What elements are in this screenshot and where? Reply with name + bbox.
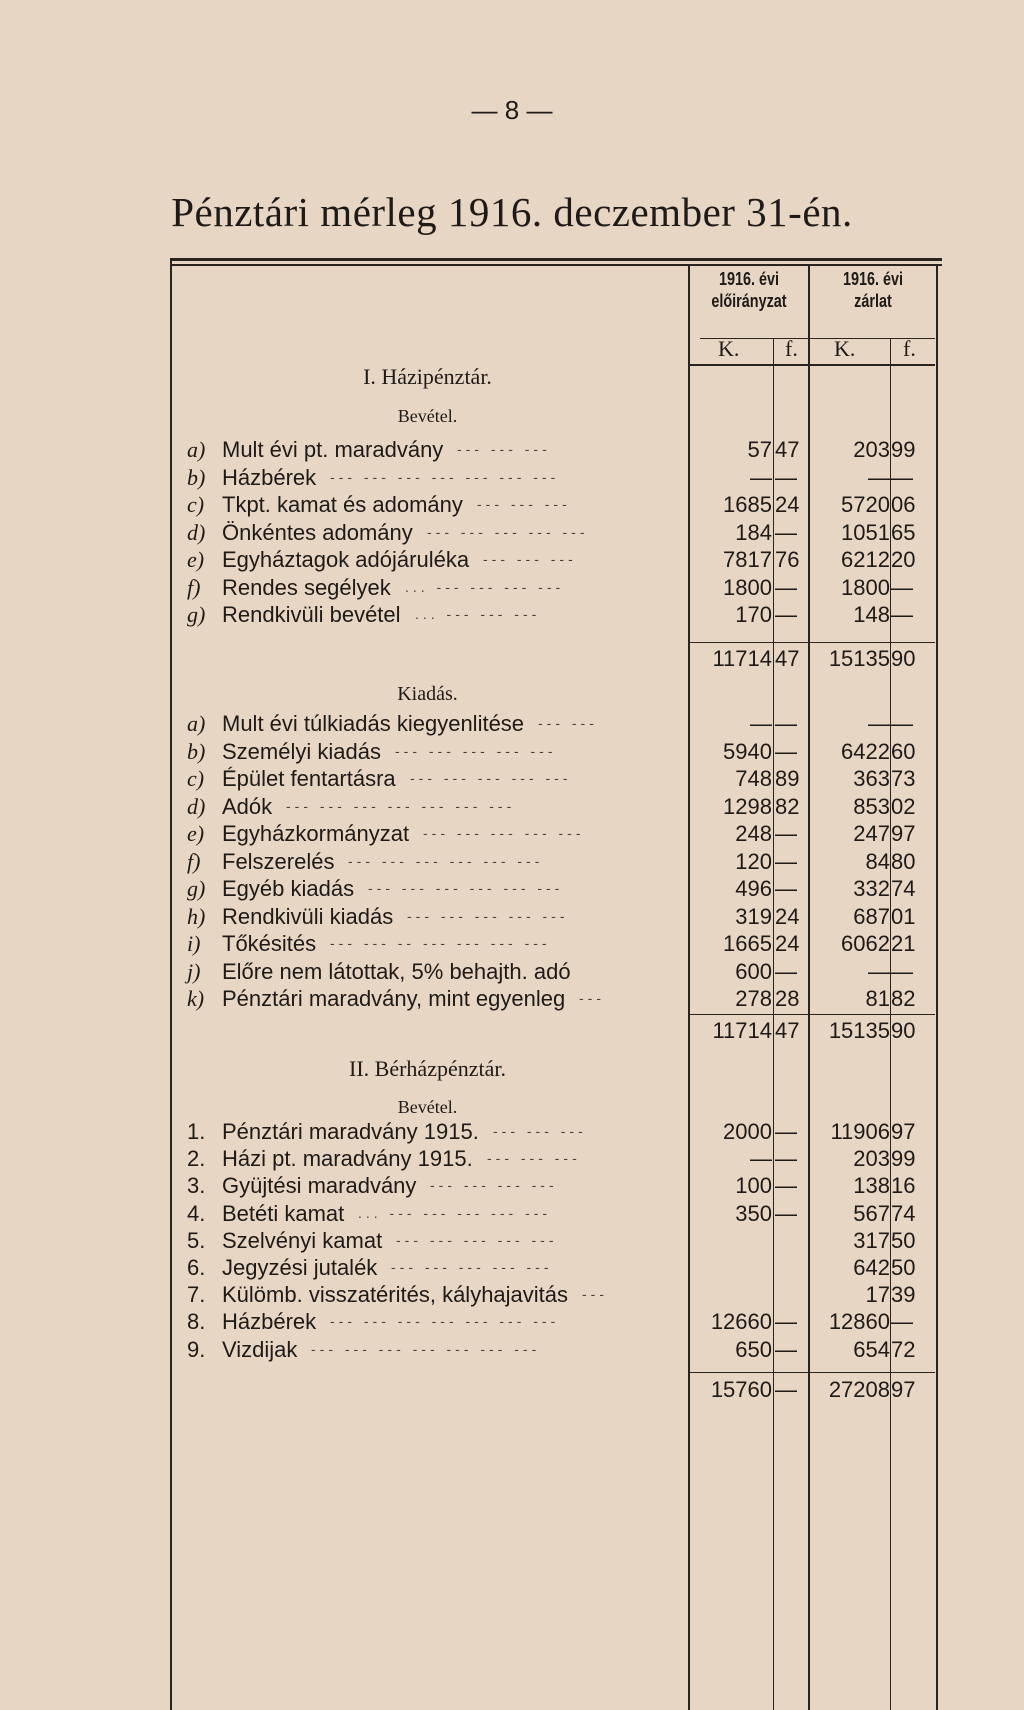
col1-k-unit: K. [718,336,740,361]
row-index: 6. [187,1255,206,1280]
row-index: a) [187,437,206,462]
row-index: 4. [187,1200,206,1226]
row-label: Jegyzési jutalék [222,1255,378,1280]
amount-f2: 02 [891,793,916,819]
s1-income-total [0,645,1024,672]
leader-dots: ... --- --- --- --- [405,578,565,595]
total-f1: 47 [775,646,800,671]
col1-f-unit: f. [785,336,798,361]
amount-f2: 39 [891,1282,916,1308]
amount-f1: — [775,1146,797,1172]
amount-f2: 06 [891,492,916,517]
amount-f1: 24 [775,492,800,517]
col2-header-line2: zárlat [854,291,892,311]
amount-f2: 50 [891,1255,916,1280]
leader-dots: --- --- -- --- --- --- --- [330,935,551,951]
row-index: g) [187,602,206,627]
leader-dots: --- --- --- --- --- [395,742,557,759]
row-label: Egyháztagok adójáruléka [222,547,470,572]
leader-dots: --- --- --- --- --- [423,825,585,841]
section1-title: I. Házipénztár. [363,364,492,389]
amount-f2: 97 [891,1119,916,1144]
row-label: Személyi kiadás [222,738,381,764]
leader-dots: ... --- --- --- --- --- [358,1204,552,1221]
row-label: Házi pt. maradvány 1915. [222,1146,473,1172]
leader-dots: --- --- --- --- --- --- [348,852,544,869]
row-label: Rendes segélyek [222,574,391,600]
total-f2: 90 [891,1018,916,1043]
page-title: Pénztári mérleg 1916. deczember 31-én. [171,189,853,235]
table-row [0,1308,1024,1335]
row-index: j) [187,958,201,984]
amount-k2: 853 [853,793,890,819]
amount-f1: 24 [775,931,800,956]
row-index: f) [187,848,201,874]
row-index: 1. [187,1119,206,1144]
row-label: Vizdijak [222,1336,298,1362]
amount-k1: 100 [735,1173,772,1199]
total-k2: 15135 [828,1018,890,1043]
col2-header [823,268,924,312]
col1-header-line2: előirányzat [711,291,787,311]
row-label: Betéti kamat [222,1200,345,1226]
table-row [0,491,1024,518]
table-row [0,464,1024,491]
total-f2: 97 [891,1377,916,1402]
amount-f1: 24 [775,903,800,929]
leader-dots: --- --- --- [493,1123,587,1139]
row-label: Pénztári maradvány, mint egyenleg [222,986,566,1011]
table-row [0,1254,1024,1281]
leader-dots: --- --- --- --- --- --- --- [330,468,560,485]
amount-k1: 1800 [723,574,772,600]
amount-f2: 99 [891,1146,916,1172]
table-row [0,1200,1024,1227]
amount-k1: — [750,464,772,490]
amount-f1: — [775,848,797,874]
leader-dots: --- --- --- --- --- [407,907,569,924]
row-index: c) [187,492,205,517]
leader-dots: --- --- --- [457,441,551,457]
amount-k1: — [750,711,772,736]
col2-f-unit: f. [903,336,916,361]
amount-f1: — [775,958,797,984]
amount-k1: 5940 [723,738,772,764]
section2-title: II. Bérházpénztár. [349,1056,506,1081]
amount-f2: — [891,464,913,490]
row-index: g) [187,876,206,901]
row-index: 3. [187,1173,206,1199]
amount-f1: — [775,602,797,627]
amount-k2: 332 [853,876,890,901]
amount-f1: — [775,1119,797,1144]
table-row [0,574,1024,601]
amount-f1: — [775,464,797,490]
row-index: 8. [187,1309,206,1335]
amount-k2: 567 [853,1200,890,1226]
amount-f1: — [775,821,797,846]
leader-dots: --- --- [538,715,598,731]
amount-f1: — [775,1336,797,1362]
row-index: c) [187,766,205,791]
leader-dots: --- --- --- --- --- [396,1231,558,1248]
amount-k1: 2000 [723,1119,772,1144]
row-label: Felszerelés [222,848,335,874]
row-index: e) [187,821,205,846]
table-row [0,601,1024,628]
table-row [0,1227,1024,1254]
title-rule-top [170,258,942,261]
amount-f2: 74 [891,1200,916,1226]
amount-k2: 654 [853,1336,890,1362]
leader-dots: --- --- --- [483,551,577,567]
amount-f2: — [891,574,913,600]
amount-k1: 350 [735,1200,772,1226]
amount-k1: 120 [735,848,772,874]
table-row [0,546,1024,573]
amount-k1: 319 [735,903,772,929]
amount-f2: 99 [891,437,916,462]
amount-k1: 184 [735,519,772,545]
total-k1: 11714 [712,646,772,671]
title-rule-bottom [170,264,942,266]
amount-k2: 17 [865,1282,890,1308]
amount-f1: — [775,574,797,600]
leader-dots: --- --- --- --- --- --- --- [286,797,516,814]
col2-k-unit: K. [834,336,856,361]
amount-k1: — [750,1146,772,1172]
row-label: Mult évi túlkiadás kiegyenlitése [222,711,525,736]
amount-k1: 748 [735,766,772,791]
row-label: Önkéntes adomány [222,519,413,545]
amount-f1: 28 [775,986,800,1011]
row-label: Előre nem látottak, 5% behajth. adó [222,958,571,984]
amount-f1: 47 [775,437,800,462]
row-index: a) [187,711,206,736]
amount-f2: — [891,602,913,627]
amount-f2: 60 [891,738,916,764]
amount-f2: 80 [891,848,916,874]
row-label: Adók [222,793,273,819]
amount-k2: 138 [853,1173,890,1199]
amount-k2: 11906 [830,1119,890,1144]
amount-k2: 81 [865,986,890,1011]
col1-header [702,268,796,312]
row-index: k) [187,986,205,1011]
leader-dots: --- --- --- --- --- --- [368,880,564,896]
row-label: Rendkivüli bevétel [222,602,401,627]
amount-k2: 6212 [841,547,890,572]
amount-f2: — [891,958,913,984]
amount-f1: — [775,876,797,901]
row-index: h) [187,903,206,929]
table-row [0,875,1024,902]
amount-f2: — [891,711,913,736]
table-row [0,1145,1024,1172]
amount-k2: 203 [853,437,890,462]
amount-k2: 247 [853,821,890,846]
row-label: Külömb. visszatérités, kályhajavitás [222,1282,569,1308]
amount-f1: 76 [775,547,800,572]
table-row [0,1172,1024,1199]
row-label: Mult évi pt. maradvány [222,437,444,462]
row-index: 9. [187,1336,206,1362]
row-label: Pénztári maradvány 1915. [222,1119,479,1144]
amount-k2: 5720 [841,492,890,517]
amount-k1: 1298 [723,793,772,819]
amount-k2: 317 [853,1227,890,1253]
amount-f1: — [775,519,797,545]
amount-f2: 16 [891,1173,916,1199]
amount-k1: 600 [735,958,772,984]
leader-dots: --- --- --- [487,1150,581,1167]
amount-f1: — [775,711,797,736]
amount-f1: — [775,1173,797,1199]
leader-dots: --- --- --- --- --- [427,523,589,540]
row-index: f) [187,574,201,600]
amount-k2: — [868,958,890,984]
amount-f2: — [891,1309,913,1335]
leader-dots: --- --- --- --- --- [410,770,572,786]
amount-k2: 1051 [841,519,890,545]
amount-k2: 6062 [841,931,890,956]
amount-k2: 687 [853,903,890,929]
table-row [0,436,1024,463]
s2-income-total-rule [690,1372,935,1373]
amount-f1: — [775,1309,797,1335]
amount-f2: 74 [891,876,916,901]
total-f2: 90 [891,646,916,671]
row-index: d) [187,519,206,545]
amount-f1: — [775,738,797,764]
amount-f2: 21 [891,931,916,956]
amount-k1: 248 [735,821,772,846]
s1-expense-total [0,1017,1024,1044]
total-k2: 27208 [828,1377,890,1402]
amount-k1: 1685 [723,492,772,517]
amount-k2: 203 [853,1146,890,1172]
amount-k2: — [868,711,890,736]
s1-income-total-rule [690,642,935,643]
amount-f2: 50 [891,1227,916,1253]
leader-dots: --- --- --- --- --- [391,1259,553,1275]
table-row [0,958,1024,985]
leader-dots: ... --- --- --- [415,606,541,622]
amount-k1: 496 [735,876,772,901]
amount-k2: 12860 [828,1309,890,1335]
amount-f2: 97 [891,821,916,846]
amount-f2: 72 [891,1336,916,1362]
row-label: Egyéb kiadás [222,876,355,901]
table-row [0,1336,1024,1363]
row-index: d) [187,793,206,819]
col2-header-line1: 1916. évi [842,269,904,289]
row-label: Házbérek [222,1309,317,1335]
row-label: Tkpt. kamat és adomány [222,492,463,517]
row-index: i) [187,931,201,956]
section1-expense-title: Kiadás. [397,683,458,705]
table-row [0,848,1024,875]
leader-dots: --- [579,990,605,1006]
table-row [0,1118,1024,1145]
amount-f2: 65 [891,519,916,545]
leader-dots: --- --- --- --- --- --- --- [311,1340,541,1357]
table-row [0,738,1024,765]
amount-k2: 6422 [841,738,890,764]
total-f1: — [775,1377,797,1402]
row-label: Tőkésités [222,931,317,956]
row-index: b) [187,464,206,490]
table-row [0,710,1024,737]
row-label: Egyházkormányzat [222,821,410,846]
leader-dots: --- --- --- --- [430,1177,558,1194]
table-row [0,765,1024,792]
amount-f1: 89 [775,766,800,791]
amount-k2: — [868,464,890,490]
row-index: b) [187,738,206,764]
row-label: Rendkivüli kiadás [222,903,394,929]
header-bottom-rule [690,364,935,366]
amount-k2: 642 [853,1255,890,1280]
table-row [0,793,1024,820]
page-number: — 8 — [471,95,553,125]
amount-f1: — [775,1200,797,1226]
amount-k1: 650 [735,1336,772,1362]
col1-header-line1: 1916. évi [718,269,780,289]
amount-k2: 148 [853,602,890,627]
row-label: Szelvényi kamat [222,1227,383,1253]
row-index: 5. [187,1227,206,1253]
amount-f2: 20 [891,547,916,572]
table-row [0,903,1024,930]
amount-k2: 84 [865,848,890,874]
table-row [0,519,1024,546]
amount-k2: 363 [853,766,890,791]
amount-k1: 278 [735,986,772,1011]
amount-f2: 73 [891,766,916,791]
amount-f2: 82 [891,986,916,1011]
table-row [0,820,1024,847]
table-row [0,985,1024,1012]
row-index: 7. [187,1282,206,1308]
amount-k1: 57 [747,437,772,462]
amount-k2: 1800 [841,574,890,600]
total-k1: 11714 [712,1018,772,1043]
row-index: 2. [187,1146,206,1172]
row-label: Épület fentartásra [222,766,396,791]
total-f1: 47 [775,1018,800,1043]
section1-income-title: Bevétel. [397,406,458,426]
leader-dots: --- --- --- [477,496,571,512]
amount-k1: 170 [735,602,772,627]
table-row [0,930,1024,957]
amount-k1: 12660 [710,1309,772,1335]
row-label: Házbérek [222,464,317,490]
amount-f2: 01 [891,903,916,929]
section2-income-title: Bevétel. [397,1097,458,1117]
row-label: Gyüjtési maradvány [222,1173,417,1199]
row-index: e) [187,547,205,572]
leader-dots: --- [582,1286,608,1303]
amount-k1: 7817 [723,547,772,572]
total-k2: 15135 [828,646,890,671]
total-k1: 15760 [710,1377,772,1402]
table-row [0,1281,1024,1308]
s2-income-total [0,1376,1024,1403]
amount-k1: 1665 [723,931,772,956]
amount-f1: 82 [775,793,800,819]
leader-dots: --- --- --- --- --- --- --- [330,1313,560,1330]
s1-expense-total-rule [690,1014,935,1015]
